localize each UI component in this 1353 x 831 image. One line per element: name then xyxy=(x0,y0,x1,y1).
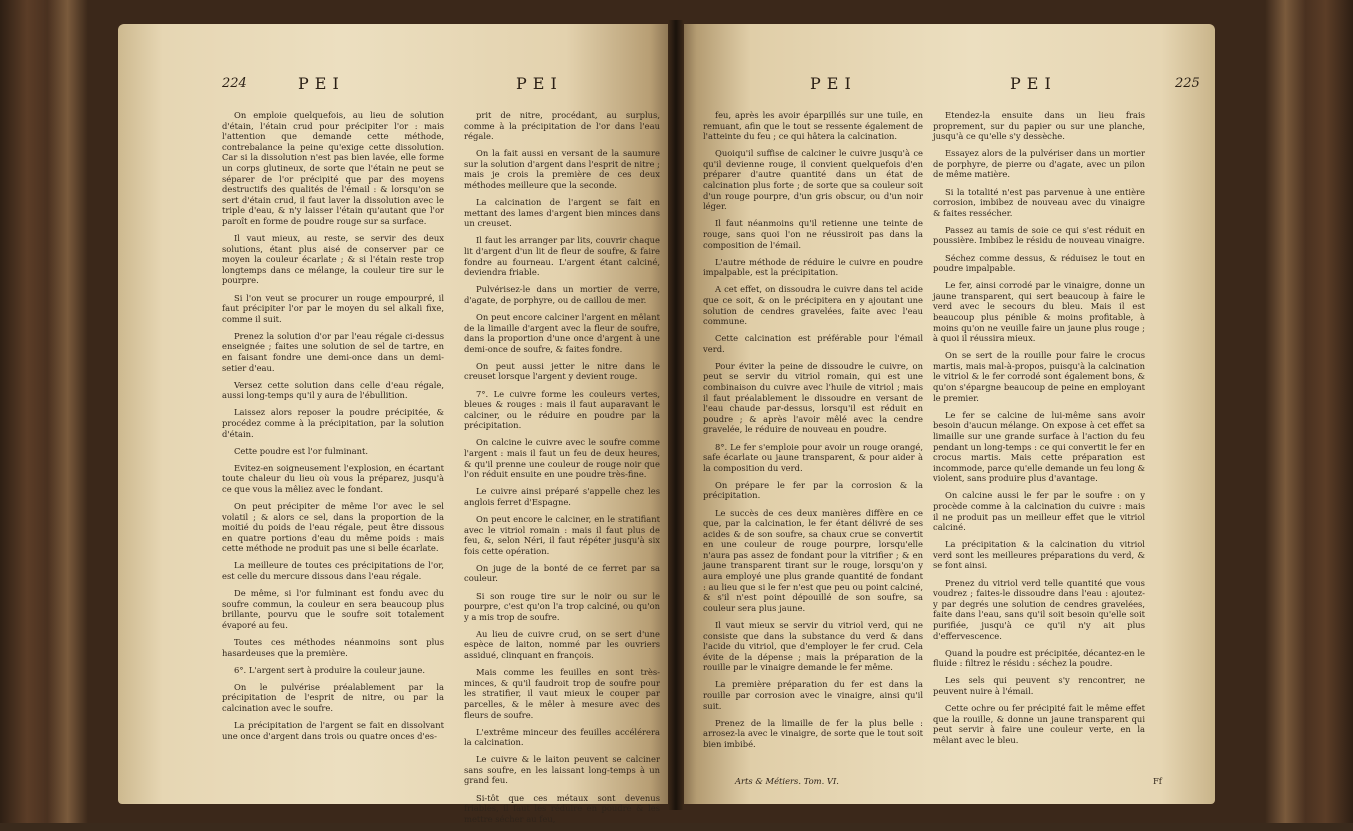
paragraph: On calcine aussi le fer par le soufre : on y procède comme à la calcination du cuivre : mais il ne produit pas un meilleur effet que le vitriol calciné. xyxy=(933,490,1145,533)
paragraph: Séchez comme dessus, & réduisez le tout en poudre impalpable. xyxy=(933,252,1145,274)
right-page xyxy=(675,24,1215,804)
paragraph: Il vaut mieux se servir du vitriol verd, qui ne consiste que dans la substance du verd & dans l'acide du vitriol, que d'employer le fer crud. Cela évite de la dépense ; mais la préparation de la rouille par le vinaigre demande le fer même. xyxy=(703,619,923,673)
paragraph: Prenez du vitriol verd telle quantité que vous voudrez ; faites-le dissoudre dans l'eau : ajoutez-y par degrés une solution de cendres gravelées, faite dans l'eau, sans qu'il soit besoin qu'elle soit purifiée, jusqu'à ce qu'il n'y ait plus d'effervescence. xyxy=(933,577,1145,641)
paragraph: Prenez de la limaille de fer la plus belle : arrosez-la avec le vinaigre, de sorte que le tout soit bien imbibé. xyxy=(703,717,923,749)
left-column-2 xyxy=(464,110,660,831)
paragraph: Le cuivre & le laiton peuvent se calciner sans soufre, en les laissant long-temps à un grand feu. xyxy=(464,754,660,786)
paragraph: Cette calcination est préférable pour l'émail verd. xyxy=(703,333,923,354)
paragraph: Pulvérisez-le dans un mortier de verre, d'agate, de porphyre, ou de caillou de mer. xyxy=(464,284,660,305)
paragraph: Laissez alors reposer la poudre précipitée, & procédez comme à la précipitation, par la solution d'étain. xyxy=(222,407,444,439)
right-column-1 xyxy=(703,110,923,756)
paragraph: On la fait aussi en versant de la saumure sur la solution d'argent dans l'esprit de nitre ; mais je crois la première de ces deux méthodes meilleure que la seconde. xyxy=(464,148,660,191)
paragraph: On emploie quelquefois, au lieu de solution d'étain, l'étain crud pour précipiter l'or : mais l'attention que demande cette méthode, contrebalance la peine qu'exige cette dissolution. Car si la dissolution n'est pas bien lavée, elle forme un corps glutineux, de sorte que l'étain ne peut se séparer de l'or précipité que par des moyens destructifs des qualités de l'émail : & lorsqu'on se sert d'étain crud, il faut laver la dissolution avec le triple d'eau, & n'y laisser l'étain qu'autant que l'or paroît en forme de poudre rouge sur sa surface. xyxy=(222,110,444,226)
paragraph: Si l'on veut se procurer un rouge empourpré, il faut précipiter l'or par le moyen du sel alkali fixe, comme il suit. xyxy=(222,292,444,324)
running-head-right-col2: PEI xyxy=(1010,74,1057,93)
paragraph: Cette ochre ou fer précipité fait le même effet que la rouille, & donne un jaune transparent qui peut servir à faire une couleur verte, en la mêlant avec le bleu. xyxy=(933,703,1145,745)
paragraph: Le cuivre ainsi préparé s'appelle chez les anglois ferret d'Espagne. xyxy=(464,486,660,507)
right-column-2 xyxy=(933,110,1145,752)
paragraph: On le pulvérise préalablement par la précipitation de l'esprit de nitre, ou par la calcination avec le soufre. xyxy=(222,681,444,713)
paragraph: On peut aussi jetter le nitre dans le creuset lorsque l'argent y devient rouge. xyxy=(464,360,660,382)
paragraph: Il vaut mieux, au reste, se servir des deux solutions, étant plus aisé de conserver par ce moyen la couleur écarlate ; & si l'étain reste trop longtemps dans ce mélange, la couleur tire sur le pourpre. xyxy=(222,233,444,286)
paragraph: Si-tôt que ces métaux sont devenus friables, il faut les réduire en poudre & les mettre sécher au feu, xyxy=(464,792,660,824)
paragraph: On juge de la bonté de ce ferret par sa couleur. xyxy=(464,562,660,584)
paragraph: Essayez alors de la pulvériser dans un mortier de porphyre, de pierre ou d'agate, avec un pilon de même matière. xyxy=(933,148,1145,180)
paragraph: La première préparation du fer est dans la rouille par corrosion avec le vinaigre, ainsi qu'il suit. xyxy=(703,679,923,711)
paragraph: Si la totalité n'est pas parvenue à une entière corrosion, imbibez de nouveau avec du vinaigre & faites ressécher. xyxy=(933,186,1145,218)
paragraph: On peut précipiter de même l'or avec le sel volatil ; & alors ce sel, dans la proportion de la moitié du poids de l'eau régale, peut être dissous en quatre portions d'eau du même poids : mais cette méthode ne produit pas une si belle écarlate. xyxy=(222,501,444,554)
paragraph: Etendez-la ensuite dans un lieu frais proprement, sur du papier ou sur une planche, jusqu'à ce qu'elle s'y dessèche. xyxy=(933,110,1145,142)
paragraph: On se sert de la rouille pour faire le crocus martis, mais mal-à-propos, puisqu'à la calcination le vitriol & le fer corrodé sont également bons, & qu'on s'épargne beaucoup de peine en employant le premier. xyxy=(933,350,1145,403)
left-page xyxy=(118,24,678,824)
signature-mark: Ff xyxy=(1153,776,1162,786)
running-head-left-col2: PEI xyxy=(516,74,563,93)
paragraph: Au lieu de cuivre crud, on se sert d'une espèce de laiton, nommé par les ouvriers assidué, clinquant en françois. xyxy=(464,628,660,661)
paragraph: De même, si l'or fulminant est fondu avec du soufre commun, la couleur en sera beaucoup plus brillante, pourvu que le soufre soit totalement évaporé au feu. xyxy=(222,588,444,630)
paragraph: Il faut les arranger par lits, couvrir chaque lit d'argent d'un lit de fleur de soufre, & faire fondre au fourneau. L'argent étant calciné, deviendra friable. xyxy=(464,235,660,278)
paragraph: Toutes ces méthodes néanmoins sont plus hasardeuses que la première. xyxy=(222,637,444,658)
paragraph: On calcine le cuivre avec le soufre comme l'argent : mais il faut un feu de deux heures, & qu'il prenne une couleur de rouge noir que l'on réduit ensuite en une poudre très-fine. xyxy=(464,437,660,480)
paragraph: La calcination de l'argent se fait en mettant des lames d'argent bien minces dans un creuset. xyxy=(464,197,660,229)
paragraph: Si son rouge tire sur le noir ou sur le pourpre, c'est qu'on l'a trop calciné, ou qu'on y a mis trop de soufre. xyxy=(464,590,660,622)
paragraph: L'autre méthode de réduire le cuivre en poudre impalpable, est la précipitation. xyxy=(703,256,923,278)
running-head-right-col1: PEI xyxy=(810,74,857,93)
paragraph: Cette poudre est l'or fulminant. xyxy=(234,445,369,456)
paragraph: Pour éviter la peine de dissoudre le cuivre, on peut se servir du vitriol romain, qui est une combinaison du cuivre avec l'huile de vitriol ; mais il faut préalablement le dissoudre en versant de l'eau chaude par-dessus, lorsqu'il est réduit en poudre ; & après l'avoir mêlé avec la cendre gravelée, le réduire de nouveau en poudre. xyxy=(703,360,923,435)
paragraph: Versez cette solution dans celle d'eau régale, aussi long-temps qu'il y aura de l'ébullition. xyxy=(222,379,444,401)
paragraph: Le fer, ainsi corrodé par le vinaigre, donne un jaune transparent, qui sert beaucoup à faire le verd avec le secours du bleu. Mais il est beaucoup plus pénible & moins profitable, à moins qu'on ne veuille faire un jaune plus rouge ; à quoi il réussira mieux. xyxy=(933,280,1145,344)
paragraph: Passez au tamis de soie ce qui s'est réduit en poussière. Imbibez le résidu de nouveau vinaigre. xyxy=(933,224,1145,246)
page-number-left: 224 xyxy=(222,76,247,91)
paragraph: Quand la poudre est précipitée, décantez-en le fluide : filtrez le résidu : séchez la poudre. xyxy=(933,647,1145,669)
footer-volume: Arts & Métiers. Tom. VI. xyxy=(735,776,839,786)
paragraph: A cet effet, on dissoudra le cuivre dans tel acide que ce soit, & on le précipitera en y ajoutant une solution de cendres gravelées, faite avec l'eau commune. xyxy=(703,284,923,327)
paragraph: L'extrême minceur des feuilles accélérera la calcination. xyxy=(464,726,660,748)
book-gutter xyxy=(668,20,684,810)
left-column-1 xyxy=(222,110,444,748)
paragraph: Le fer se calcine de lui-même sans avoir besoin d'aucun mélange. On expose à cet effet sa limaille sur une grande surface à l'action du feu pendant un long-temps : ce qui convertit le fer en crocus martis. Mais cette préparation est incommode, parce qu'elle demande un feu long & violent, sans produire plus d'avantage. xyxy=(933,409,1145,484)
paragraph: 8°. Le fer s'emploie pour avoir un rouge orangé, safe écarlate ou jaune transparent, & pour aider à la composition du verd. xyxy=(703,441,923,473)
paragraph: 6°. L'argent sert à produire la couleur jaune. xyxy=(234,664,425,675)
paragraph: La précipitation de l'argent se fait en dissolvant une once d'argent dans trois ou quatre onces d'es- xyxy=(222,720,444,741)
page-number-right: 225 xyxy=(1175,76,1200,91)
paragraph: Evitez-en soigneusement l'explosion, en écartant toute chaleur du lieu où vous la préparez, jusqu'à ce que vous la mêliez avec le fondant. xyxy=(222,462,444,494)
paragraph: La précipitation & la calcination du vitriol verd sont les meilleures préparations du verd, & se font ainsi. xyxy=(933,539,1145,571)
paragraph: feu, après les avoir éparpillés sur une tuile, en remuant, afin que le tout se ressente également de l'atteinte du feu ; ce qui hâtera la calcination. xyxy=(703,110,923,142)
paragraph: Il faut néanmoins qu'il retienne une teinte de rouge, sans quoi l'on ne réussiroit pas dans la composition de l'émail. xyxy=(703,218,923,250)
paragraph: On peut encore calciner l'argent en mêlant de la limaille d'argent avec la fleur de soufre, dans la proportion d'une once d'argent à une demi-once de soufre, & faites fondre. xyxy=(464,312,660,354)
paragraph: 7°. Le cuivre forme les couleurs vertes, bleues & rouges : mais il faut auparavant le calciner, ou le réduire en poudre par la précipitation. xyxy=(464,388,660,431)
paragraph: On peut encore le calciner, en le stratifiant avec le vitriol romain : mais il faut plus de feu, &, selon Néri, il faut répéter jusqu'à six fois cette opération. xyxy=(464,514,660,556)
paragraph: prit de nitre, procédant, au surplus, comme à la précipitation de l'or dans l'eau régale. xyxy=(464,110,660,142)
paragraph: Le succès de ces deux manières diffère en ce que, par la calcination, le fer étant délivré de ses acides & de son soufre, sa chaux crue se convertit en une couleur de rouge pourpre, lorsqu'elle n'aura pas assez de fondant pour la vitrifier ; & en jaune transparent tirant sur le rouge, lorsqu'on y aura employé une plus grande quantité de fondant : au lieu que si le fer n'est que peu ou point calciné, & s'il n'est point dépouillé de son soufre, sa couleur sera plus jaune. xyxy=(703,507,924,613)
paragraph: Les sels qui peuvent s'y rencontrer, ne peuvent nuire à l'émail. xyxy=(933,675,1145,696)
paragraph: On prépare le fer par la corrosion & la précipitation. xyxy=(703,479,923,501)
paragraph: Mais comme les feuilles en sont très-minces, & qu'il faudroit trop de soufre pour les stratifier, il vaut mieux le couper par parcelles, & le mêler à mesure avec des fleurs de soufre. xyxy=(464,667,660,720)
paragraph: Quoiqu'il suffise de calciner le cuivre jusqu'à ce qu'il devienne rouge, il convient quelquefois d'en préparer d'autre quantité dans un état de calcination plus forte ; de sorte que sa couleur soit d'un rouge pourpre, d'un gris obscur, ou d'un noir léger. xyxy=(703,148,923,212)
running-head-left-col1: PEI xyxy=(298,74,345,93)
paragraph: La meilleure de toutes ces précipitations de l'or, est celle du mercure dissous dans l'eau régale. xyxy=(222,560,444,582)
paragraph: Prenez la solution d'or par l'eau régale ci-dessus enseignée ; faites une solution de sel de tartre, en en faisant fondre une demi-once dans un demi-setier d'eau. xyxy=(222,330,444,373)
